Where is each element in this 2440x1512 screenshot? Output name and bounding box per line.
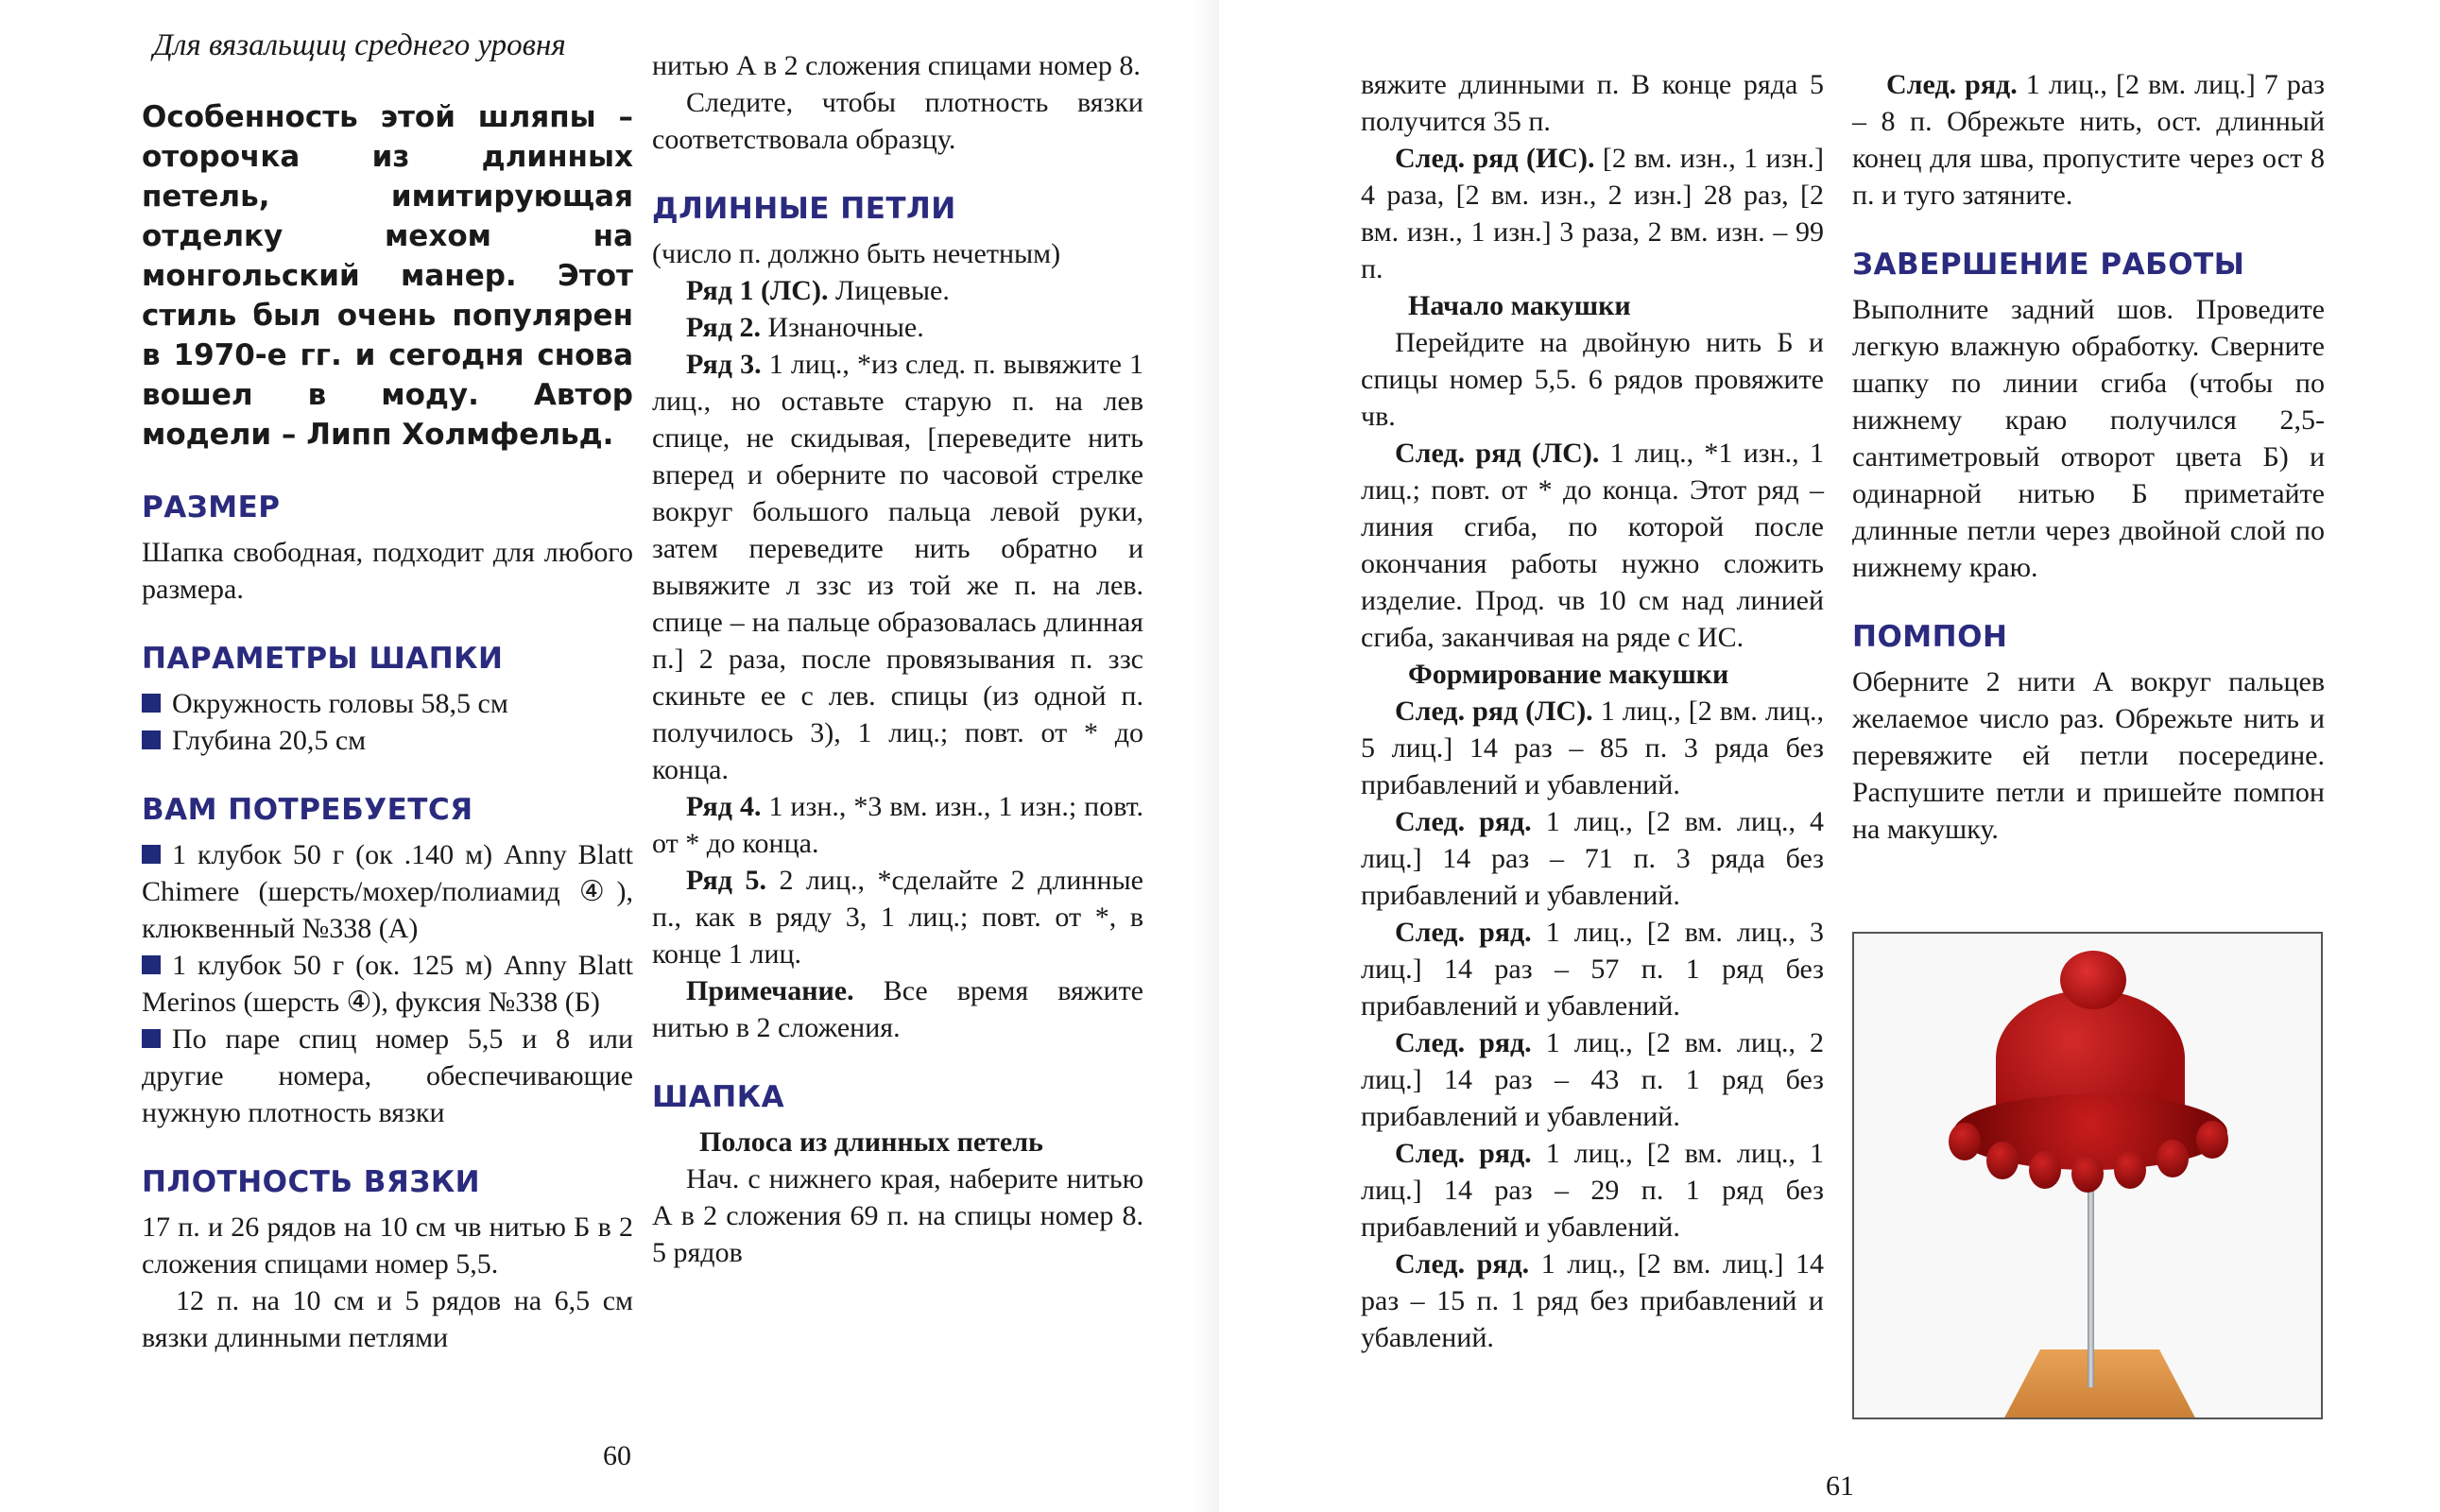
fringe-loop bbox=[2196, 1121, 2228, 1159]
params-item: Окружность головы 58,5 см bbox=[142, 685, 633, 722]
size-title: РАЗМЕР bbox=[142, 490, 281, 524]
bullet-square-icon bbox=[142, 730, 161, 749]
finishing-text: Выполните задний шов. Проведите легкую влажную обработку. Сверните шапку по линии сгиба (чтобы по нижнему краю получился 2,5-сантиметровый отворот цвета Б) и одинарной нитью Б приметайте длинные петли через двойной слой по нижнему краю. bbox=[1852, 294, 2325, 583]
left-column-2 bbox=[652, 47, 1143, 1271]
params-section bbox=[142, 642, 633, 759]
row-5: Ряд 5. 2 лиц., *сделайте 2 длинные п., как в ряду 3, 1 лиц.; повт. от *, в конце 1 лиц. bbox=[652, 865, 1143, 970]
materials-section bbox=[142, 793, 633, 1131]
shaping-row-5: След. ряд. 1 лиц., [2 вм. лиц., 1 лиц.] 14 раз – 29 п. 1 ряд без прибавлений и убавлений. bbox=[1361, 1138, 1825, 1243]
hat-photo bbox=[1852, 932, 2323, 1419]
pompon bbox=[2060, 951, 2126, 1009]
shaping-row-1: След. ряд (ЛС). 1 лиц., [2 вм. лиц., 5 лиц.] 14 раз – 85 п. 3 ряда без прибавлений и убавлений. bbox=[1361, 696, 1824, 800]
long-loops-title: ДЛИННЫЕ ПЕТЛИ bbox=[652, 192, 956, 226]
fringe-loop bbox=[2114, 1151, 2146, 1189]
fringe-loop bbox=[2071, 1155, 2104, 1193]
params-title: ПАРАМЕТРЫ ШАПКИ bbox=[142, 642, 504, 676]
fringe-loop bbox=[2156, 1140, 2189, 1177]
size-section bbox=[142, 490, 633, 608]
intro-paragraph: Особенность этой шляпы – оторочка из длинных петель, имитирующая отделку мехом на монгольский манер. Этот стиль был очень популярен в 1970-е гг. и сегодня снова вошел в моду. Автор модели – Липп Холмфельд. bbox=[142, 100, 633, 452]
strip-text: Нач. с нижнего края, наберите нитью А в 2 сложения 69 п. на спицы номер 8. 5 рядов bbox=[652, 1163, 1143, 1268]
gauge-continuation: нитью А в 2 сложения спицами номер 8. bbox=[652, 50, 1141, 81]
crown-start-text: Перейдите на двойную нить Б и спицы номер 5,5. 6 рядов провяжите чв. bbox=[1361, 327, 1824, 432]
shaping-row-6: След. ряд. 1 лиц., [2 вм. лиц.] 14 раз – 15 п. 1 ряд без прибавлений и убавлений. bbox=[1361, 1248, 1825, 1353]
left-page bbox=[0, 0, 1219, 1512]
wooden-stand bbox=[2001, 1349, 2199, 1419]
fringe-loop bbox=[1949, 1123, 1981, 1160]
gauge-text-2: 12 п. на 10 см и 5 рядов на 6,5 см вязки длинными петлями bbox=[142, 1285, 633, 1353]
materials-title: ВАМ ПОТРЕБУЕТСЯ bbox=[142, 793, 473, 827]
fold-row: След. ряд (ЛС). 1 лиц., *1 изн., 1 лиц.; повт. от * до конца. Этот ряд – линия сгиба, по которой после окончания работы нужно сложить изделие. Прод. чв 10 см над линией сгиба, заканчивая на ряде с ИС. bbox=[1361, 438, 1825, 653]
gauge-text-1: 17 п. и 26 рядов на 10 см чв нитью Б в 2 сложения спицами номер 5,5. bbox=[142, 1211, 633, 1280]
fringe-loop bbox=[2029, 1151, 2061, 1189]
right-column-2 bbox=[1852, 66, 2325, 848]
bullet-square-icon bbox=[142, 955, 161, 974]
row-2: Ряд 2. Изнаночные. bbox=[686, 312, 924, 343]
long-loops-note: (число п. должно быть нечетным) bbox=[652, 238, 1061, 269]
bullet-square-icon bbox=[142, 1029, 161, 1048]
page-header: Для вязальщиц среднего уровня bbox=[153, 28, 566, 62]
gauge-title: ПЛОТНОСТЬ ВЯЗКИ bbox=[142, 1165, 481, 1199]
size-text: Шапка свободная, подходит для любого размера. bbox=[142, 537, 633, 605]
page-number-right: 61 bbox=[1826, 1470, 1854, 1502]
note: Примечание. Все время вяжите нитью в 2 сложения. bbox=[652, 975, 1143, 1043]
pompon-title: ПОМПОН bbox=[1852, 620, 2008, 654]
fringe-loop bbox=[1986, 1142, 2019, 1179]
strip-title: Полоса из длинных петель bbox=[699, 1126, 1043, 1158]
row-1: Ряд 1 (ЛС). Лицевые. bbox=[686, 275, 950, 306]
shaping-row-4: След. ряд. 1 лиц., [2 вм. лиц., 2 лиц.] 14 раз – 43 п. 1 ряд без прибавлений и убавлений. bbox=[1361, 1027, 1825, 1132]
hat-title: ШАПКА bbox=[652, 1080, 785, 1114]
crown-shaping-title: Формирование макушки bbox=[1408, 659, 1729, 690]
params-item: Глубина 20,5 см bbox=[142, 722, 633, 759]
gauge-section bbox=[142, 1165, 633, 1356]
bullet-square-icon bbox=[142, 694, 161, 713]
finishing-title: ЗАВЕРШЕНИЕ РАБОТЫ bbox=[1852, 248, 2245, 282]
shaping-row-2: След. ряд. 1 лиц., [2 вм. лиц., 4 лиц.] 14 раз – 71 п. 3 ряда без прибавлений и убавлений. bbox=[1361, 806, 1825, 911]
row-4: Ряд 4. 1 изн., *3 вм. изн., 1 изн.; повт. от * до конца. bbox=[652, 791, 1143, 859]
materials-item: 1 клубок 50 г (ок .140 м) Anny Blatt Chimere (шерсть/мохер/полиамид ④), клюквенный №338 (А) bbox=[142, 839, 633, 944]
last-row: След. ряд. 1 лиц., [2 вм. лиц.] 7 раз – 8 п. Обрежьте нить, ост. длинный конец для шва, пропустите через ост 8 п. и туго затяните. bbox=[1852, 69, 2325, 211]
materials-item: 1 клубок 50 г (ок. 125 м) Anny Blatt Merinos (шерсть ④), фуксия №338 (Б) bbox=[142, 950, 633, 1018]
shaping-row-3: След. ряд. 1 лиц., [2 вм. лиц., 3 лиц.] 14 раз – 57 п. 1 ряд без прибавлений и убавлений. bbox=[1361, 917, 1825, 1022]
loops-continuation: вяжите длинными п. В конце ряда 5 получится 35 п. bbox=[1361, 69, 1824, 137]
pompon-text: Оберните 2 нити А вокруг пальцев желаемое число раз. Обрежьте нить и перевяжите ей петли посередине. Распушите петли и пришейте помпон на макушку. bbox=[1852, 666, 2325, 845]
left-column-1 bbox=[142, 28, 633, 1390]
right-column-1 bbox=[1361, 66, 1824, 1356]
row-3: Ряд 3. 1 лиц., *из след. п. вывяжите 1 лиц., но оставьте старую п. на лев спице, не скидывая, [переведите нить вперед и оберните по часовой стрелке вокруг большого пальца левой руки, затем переведите нить обратно и вывяжите л ззс из той же п. на лев. спице – на пальце образовалась длинная п.] 2 раза, после провязывания п. ззс скиньте ее с лев. спицы (из одной п. получилось 3), 1 лиц.; повт. от * до конца. bbox=[652, 349, 1144, 785]
page-number-left: 60 bbox=[603, 1440, 631, 1471]
materials-item: По паре спиц номер 5,5 и 8 или другие номера, обеспечивающие нужную плотность вязки bbox=[142, 1023, 633, 1128]
gauge-check: Следите, чтобы плотность вязки соответствовала образцу. bbox=[652, 87, 1143, 155]
crown-start-title: Начало макушки bbox=[1408, 290, 1631, 321]
bullet-square-icon bbox=[142, 845, 161, 864]
next-row-ws: След. ряд (ИС). [2 вм. изн., 1 изн.] 4 раза, [2 вм. изн., 2 изн.] 28 раз, [2 вм. изн., 1 изн.] 3 раза, 2 вм. изн. – 99 п. bbox=[1361, 143, 1825, 284]
